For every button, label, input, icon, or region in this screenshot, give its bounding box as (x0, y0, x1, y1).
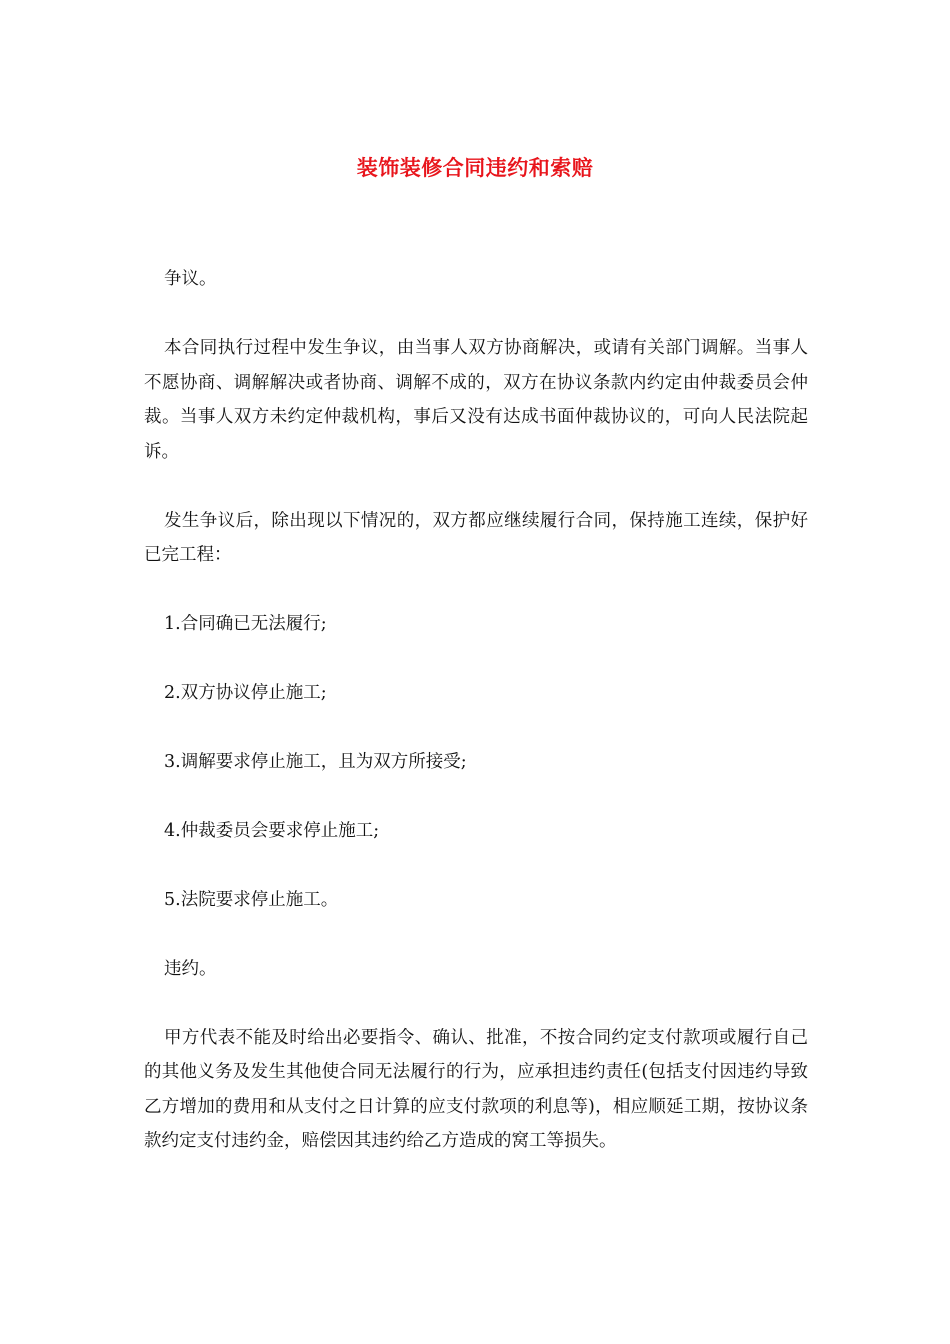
document-title: 装饰装修合同违约和索赔 (356, 156, 594, 180)
paragraph-dispute-resolution: 本合同执行过程中发生争议，由当事人双方协商解决，或请有关部门调解。当事人不愿协商、调解解决或者协商、调解不成的，双方在协议条款内约定由仲裁委员会仲裁。当事人双方未约定仲裁机构，事后又没有达成书面仲裁协议的，可向人民法院起诉。 (144, 338, 808, 462)
list-item: 5.法院要求停止施工。 (164, 890, 339, 910)
document-body (144, 262, 808, 1193)
list-item: 2.双方协议停止施工; (164, 683, 327, 703)
list-item: 3.调解要求停止施工，且为双方所接受; (164, 752, 467, 772)
paragraph-dispute-heading: 争议。 (164, 269, 217, 289)
list-item: 4.仲裁委员会要求停止施工; (164, 821, 380, 841)
list-item: 1.合同确已无法履行; (164, 614, 327, 634)
paragraph-breach-liability: 甲方代表不能及时给出必要指令、确认、批准，不按合同约定支付款项或履行自己的其他义务及发生其他使合同无法履行的行为，应承担违约责任(包括支付因违约导致乙方增加的费用和从支付之日计算的应支付款项的利息等)，相应顺延工期，按协议条款约定支付违约金，赔偿因其违约给乙方造成的窝工等损失。 (144, 1027, 808, 1151)
paragraph-continue-performance: 发生争议后，除出现以下情况的，双方都应继续履行合同，保持施工连续，保护好已完工程： (144, 510, 808, 565)
paragraph-breach-heading: 违约。 (164, 958, 217, 979)
paragraph-spacer (144, 918, 808, 952)
